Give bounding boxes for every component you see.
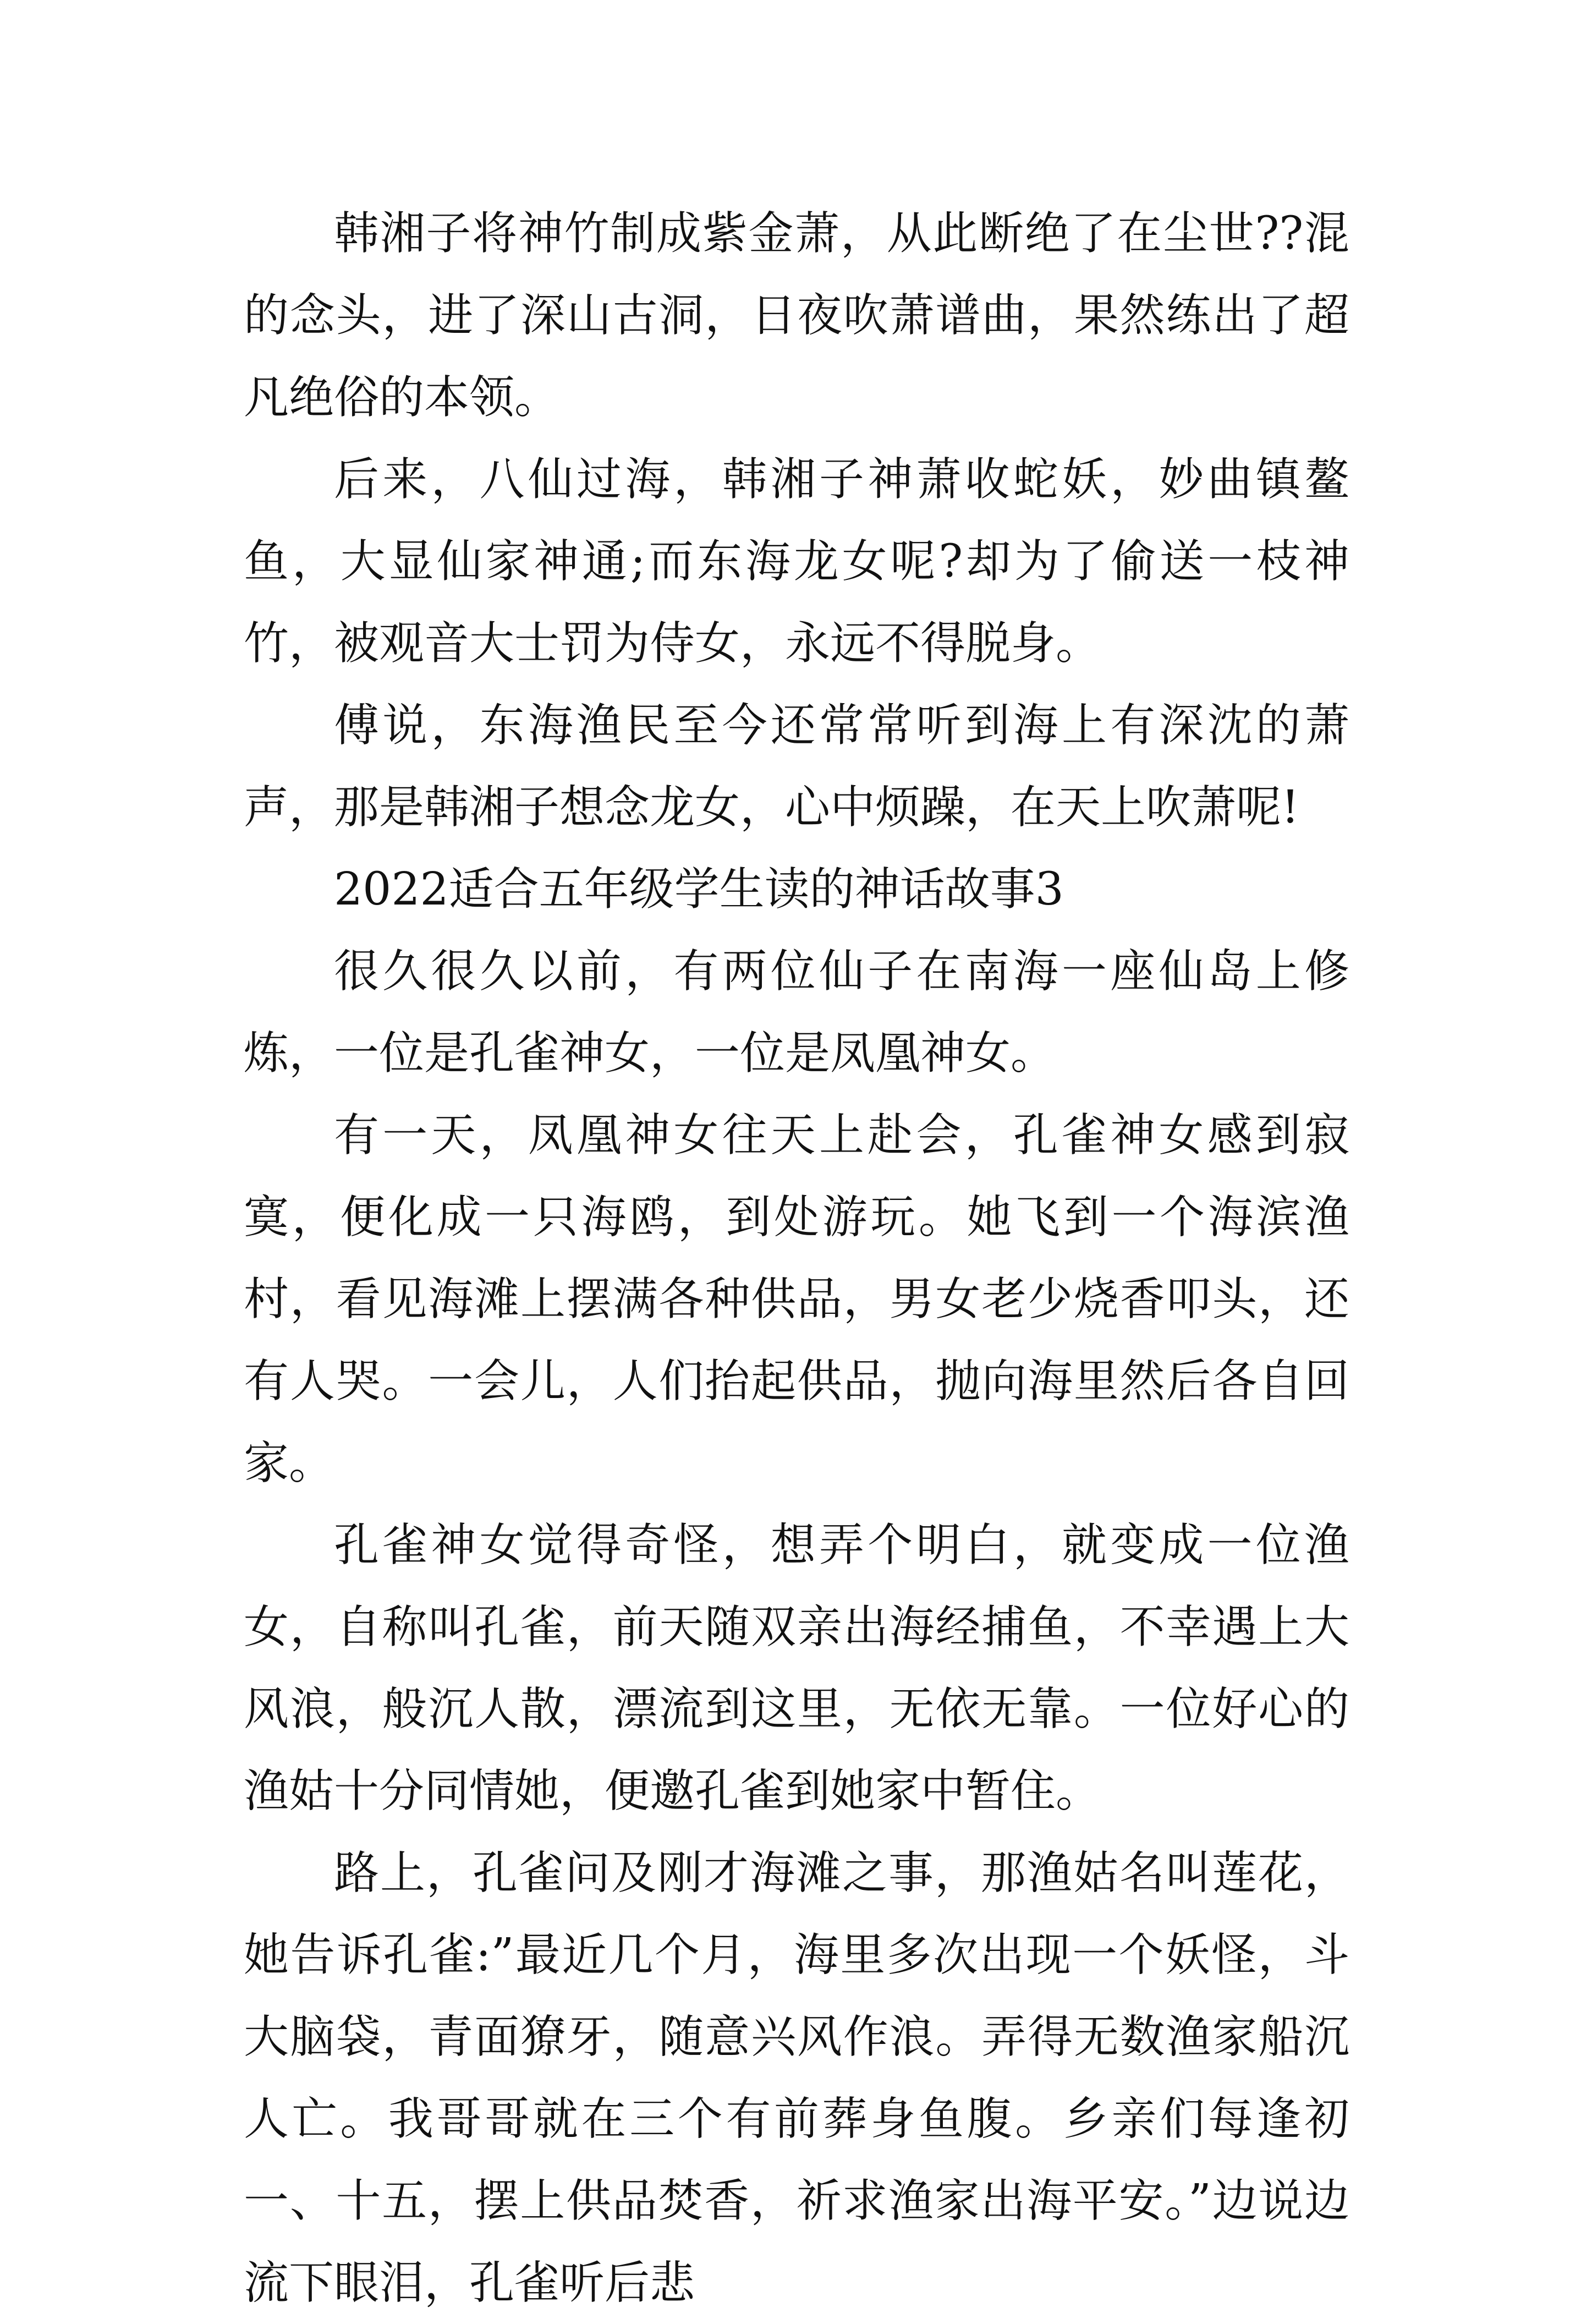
document-body	[244, 193, 1349, 2324]
paragraph-1: 韩湘子将神竹制成紫金萧，从此断绝了在尘世??混的念头，进了深山古洞，日夜吹萧谱曲，果然练出了超凡绝俗的本领。	[244, 207, 1349, 424]
section-heading: 2022适合五年级学生读的神话故事3	[334, 863, 1064, 916]
story-paragraph-2: 有一天，凤凰神女往天上赴会，孔雀神女感到寂寞，便化成一只海鸥，到处游玩。她飞到一个海滨渔村，看见海滩上摆满各种供品，男女老少烧香叩头，还有人哭。一会儿，人们抬起供品，抛向海里然后各自回家。	[244, 1109, 1349, 1489]
paragraph-2: 后来，八仙过海，韩湘子神萧收蛇妖，妙曲镇鳌鱼，大显仙家神通;而东海龙女呢?却为了偷送一枝神竹，被观音大士罚为侍女，永远不得脱身。	[244, 453, 1349, 670]
story-paragraph-1: 很久很久以前，有两位仙子在南海一座仙岛上修炼，一位是孔雀神女，一位是凤凰神女。	[244, 945, 1349, 1079]
paragraph-3: 傅说，东海渔民至今还常常听到海上有深沈的萧声，那是韩湘子想念龙女，心中烦躁，在天上吹萧呢!	[244, 699, 1349, 834]
story-paragraph-4: 路上，孔雀问及刚才海滩之事，那渔姑名叫莲花，她告诉孔雀:”最近几个月，海里多次出现一个妖怪，斗大脑袋，青面獠牙，随意兴风作浪。弄得无数渔家船沉人亡。我哥哥就在三个有前葬身鱼腹。乡亲们每逢初一、十五，摆上供品焚香，祈求渔家出海平安。”边说边流下眼泪，孔雀听后悲	[244, 1847, 1349, 2309]
story-paragraph-3: 孔雀神女觉得奇怪，想弄个明白，就变成一位渔女，自称叫孔雀，前天随双亲出海经捕鱼，不幸遇上大风浪，般沉人散，漂流到这里，无依无靠。一位好心的渔姑十分同情她，便邀孔雀到她家中暂住。	[244, 1519, 1349, 1817]
